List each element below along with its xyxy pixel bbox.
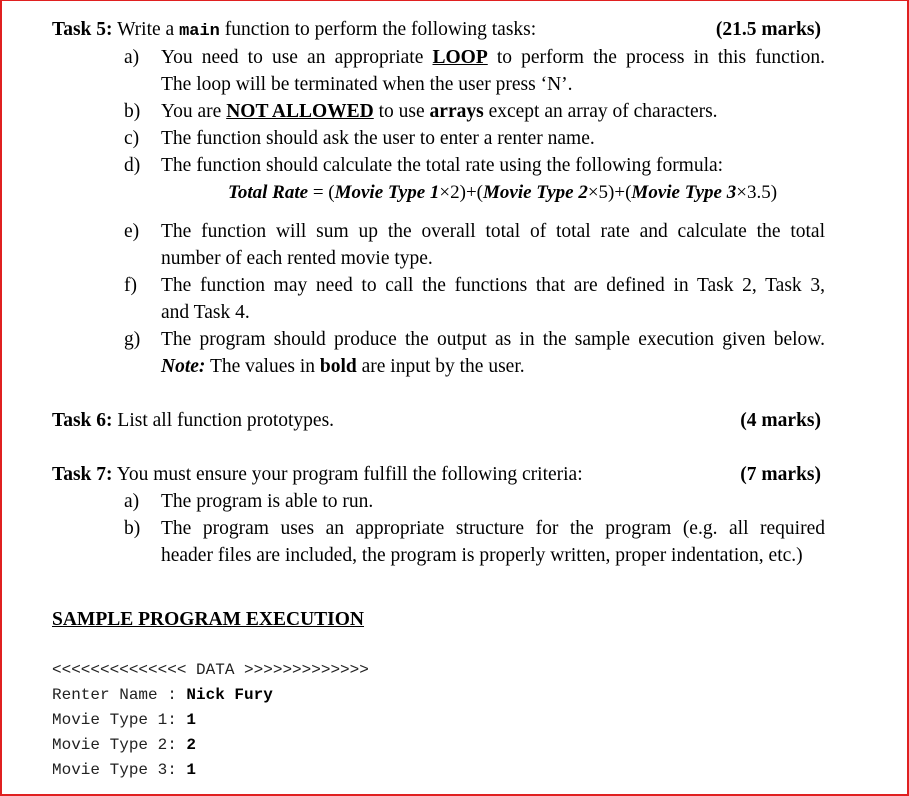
task5-heading: Task 5:: [52, 19, 113, 40]
task5-f-line2: and Task 4.: [161, 302, 250, 323]
task5-f-line1: The function may need to call the functions that are defined in Task 2, Task 3,: [161, 275, 825, 296]
task5-a-label: a): [124, 47, 140, 68]
sample-prompt: Movie Type 1:: [52, 711, 187, 729]
task5-intro-before: Write a: [117, 19, 175, 40]
task5-g-bold: bold: [319, 356, 357, 377]
task7-heading: Task 7:: [52, 464, 113, 485]
task6-heading: Task 6:: [52, 410, 113, 431]
task5-b-post: except an array of characters.: [488, 101, 718, 122]
task5-a-line1: [161, 46, 825, 70]
task5-d-label: d): [124, 155, 141, 176]
task5-a-emph: LOOP: [432, 47, 488, 68]
sample-prompt: Movie Type 3:: [52, 761, 187, 779]
task5-intro: [52, 18, 536, 44]
task5-b-label: b): [124, 101, 141, 122]
sample-row: [52, 685, 273, 705]
sample-input-value: Nick Fury: [186, 686, 273, 704]
task5-e-line1: The function will sum up the overall total of total rate and calculate the total: [161, 221, 825, 242]
task5-g-label: g): [124, 329, 141, 350]
task5-b-text: [161, 100, 825, 124]
task7-marks: (7 marks): [740, 464, 821, 485]
task5-intro-after: function to perform the following tasks:: [224, 19, 537, 40]
total-rate-formula: Total Rate = (Movie Type 1×2)+(Movie Type 2×5)+(Movie Type 3×3.5): [228, 182, 778, 203]
sample-input-value: 1: [186, 711, 197, 729]
sample-prompt: Renter Name :: [52, 686, 187, 704]
task7-text: You must ensure your program fulfill the following criteria:: [116, 464, 583, 485]
formula-lhs: Total Rate: [228, 182, 309, 203]
task5-f-label: f): [124, 275, 137, 296]
task7-b-label: b): [124, 518, 141, 539]
task5-g-pre: The values in: [209, 356, 315, 377]
task7-b-line1: The program uses an appropriate structure for the program (e.g. all required: [161, 518, 825, 539]
sample-input-value: 1: [186, 761, 197, 779]
sample-row: [52, 735, 196, 755]
task7-line: [52, 463, 583, 487]
task5-b-emph: NOT ALLOWED: [226, 101, 374, 122]
task7-a-text: The program is able to run.: [161, 491, 374, 512]
task5-c-label: c): [124, 128, 140, 149]
task5-d-text: The function should calculate the total rate using the following formula:: [161, 155, 724, 176]
task5-g-line1: The program should produce the output as in the sample execution given below.: [161, 329, 825, 350]
formula-term2: Movie Type 2: [483, 182, 588, 203]
formula-term1: Movie Type 1: [334, 182, 440, 203]
task5-a-post: to perform the process in this function.: [496, 47, 826, 68]
task5-marks: (21.5 marks): [715, 19, 821, 40]
sample-prompt: Movie Type 2:: [52, 736, 187, 754]
task7-b-line2: header files are included, the program is properly written, proper indentation, etc.): [161, 545, 803, 566]
task6-line: [52, 409, 334, 433]
task7-a-label: a): [124, 491, 140, 512]
sample-row: [52, 760, 196, 780]
task5-g-note: [161, 355, 825, 379]
task5-g-note-label: Note:: [161, 356, 206, 377]
task5-a-line2: The loop will be terminated when the user press ‘N’.: [161, 74, 573, 95]
task6-marks: (4 marks): [740, 410, 821, 431]
task6-text: List all function prototypes.: [117, 410, 335, 431]
task5-b-bold: arrays: [429, 101, 484, 122]
task5-b-mid: to use: [378, 101, 425, 122]
sample-row: [52, 710, 196, 730]
formula-term3: Movie Type 3: [631, 182, 737, 203]
sample-input-value: 2: [186, 736, 197, 754]
formula-eq: =: [312, 182, 324, 203]
task5-b-pre: You are: [161, 101, 222, 122]
task5-intro-code: main: [179, 22, 220, 41]
task5-e-line2: number of each rented movie type.: [161, 248, 433, 269]
formula-factor3: ×3.5: [736, 182, 771, 203]
task5-g-post: are input by the user.: [361, 356, 525, 377]
task5-c-text: The function should ask the user to enter a renter name.: [161, 128, 595, 149]
formula-factor2: ×5: [587, 182, 609, 203]
formula-factor1: ×2: [439, 182, 460, 203]
task5-a-pre: You need to use an appropriate: [161, 47, 424, 68]
sample-banner: <<<<<<<<<<<<<< DATA >>>>>>>>>>>>>: [52, 661, 369, 679]
sample-heading: SAMPLE PROGRAM EXECUTION: [52, 609, 365, 630]
task5-e-label: e): [124, 221, 140, 242]
